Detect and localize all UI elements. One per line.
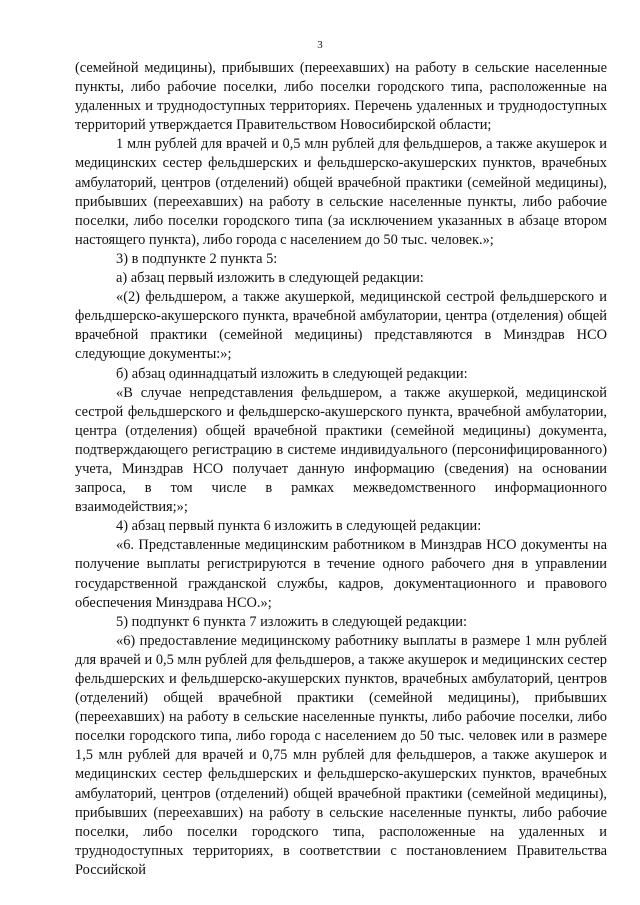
paragraph: б) абзац одиннадцатый изложить в следующей редакции: [116, 365, 468, 382]
paragraph: «6. Представленные медицинским работником в Минздрав НСО документы на получение выплаты регистрируются в течение одного рабочего дня в управлении государственной гражданской службы, кадров, документационного и правового обеспечения Минздрава НСО.»; [75, 537, 607, 611]
paragraph: 1 млн рублей для врачей и 0,5 млн рублей для фельдшеров, а также акушерок и медицинских сестер фельдшерских и фельдшерско-акушерских пунктов, врачебных амбулаторий, центров (отделений) общей врачебной практики (семейной медицины), прибывших (переехавших) на работу в сельские населенные пункты, либо рабочие поселки, либо поселки городского типа (за исключением указанных в абзаце втором настоящего пункта), либо города с населением до 50 тыс. человек.»; [75, 136, 607, 248]
paragraph: «(2) фельдшером, а также акушеркой, медицинской сестрой фельдшерского и фельдшерско-акушерского пункта, врачебной амбулатории, центра (отделения) общей врачебной практики (семейной медицины) представляются в Минздрав НСО следующие документы:»; [75, 289, 607, 363]
page-number: 3 [317, 39, 323, 51]
paragraph: «В случае непредставления фельдшером, а также акушеркой, медицинской сестрой фельдшерского и фельдшерско-акушерского пункта, врачебной амбулатории, центра (отделения) общей врачебной практики (семейной медицины) документа, подтверждающего регистрацию в системе индивидуального (персонифицированного) учета, Минздрав НСО получает данную информацию (сведения) на основании запроса, в том числе в рамках межведомственного информационного взаимодействия;»; [75, 384, 607, 516]
paragraph: 4) абзац первый пункта 6 изложить в следующей редакции: [116, 518, 482, 535]
paragraph: «6) предоставление медицинскому работнику выплаты в размере 1 млн рублей для врачей и 0,5 млн рублей для фельдшеров, а также акушерок и медицинских сестер фельдшерских и фельдшерско-акушерских пунктов, врачебных амбулаторий, центров (отделений) общей врачебной практики (семейной медицины), прибывших (переехавших) на работу в сельские населенные пункты, либо рабочие поселки, либо поселки городского типа, либо города с населением до 50 тыс. человек или в размере 1,5 млн рублей для врачей и 0,75 млн рублей для фельдшеров, а также акушерок и медицинских сестер фельдшерских и фельдшерско-акушерских пунктов, врачебных амбулаторий, центров (отделений) общей врачебной практики (семейной медицины), прибывших (переехавших) на работу в сельские населенные пункты, либо рабочие поселки, либо поселки городского типа, расположенные на удаленных и труднодоступных территориях, в соответствии с постановлением Правительства Российской [75, 632, 607, 878]
paragraph: (семейной медицины), прибывших (переехавших) на работу в сельские населенные пункты, либо рабочие поселки, либо поселки городского типа, расположенные на удаленных и труднодоступных территориях. Перечень удаленных и труднодоступных территорий утверждается Правительством Новосибирской области; [75, 60, 607, 134]
document-body [75, 59, 607, 880]
paragraph: а) абзац первый изложить в следующей редакции: [116, 270, 424, 287]
paragraph: 3) в подпункте 2 пункта 5: [116, 250, 278, 267]
paragraph: 5) подпункт 6 пункта 7 изложить в следующей редакции: [116, 613, 467, 630]
